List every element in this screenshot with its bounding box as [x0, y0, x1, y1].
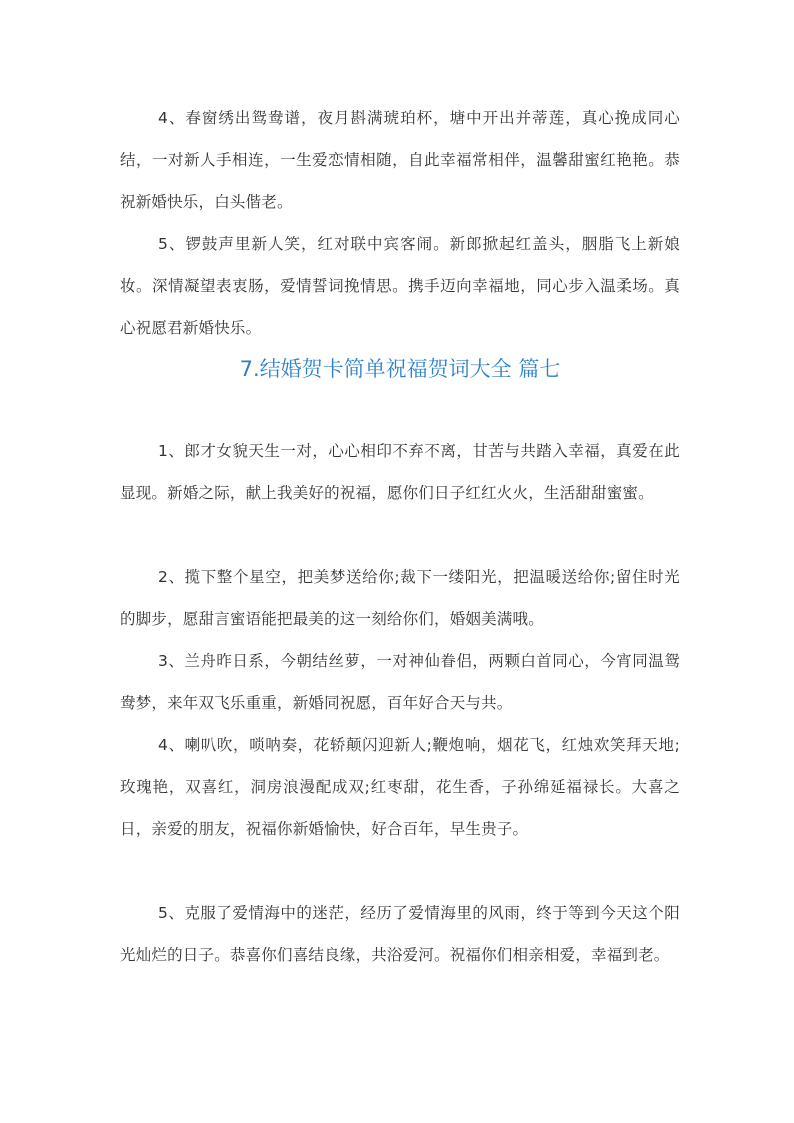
wish-paragraph-1: 1、郎才女貌天生一对，心心相印不弃不离，甘苦与共踏入幸福，真爱在此显现。新婚之际，献上我美好的祝福，愿你们日子红红火火，生活甜甜蜜蜜。 [120, 442, 680, 502]
wish-paragraph-5-prev: 5、锣鼓声里新人笑，红对联中宾客闹。新郎掀起红盖头，胭脂飞上新娘妆。深情凝望表衷肠，爱情誓词挽情思。携手迈向幸福地，同心步入温柔场。真心祝愿君新婚快乐。 [120, 235, 680, 337]
section-title: 7.结婚贺卡简单祝福贺词大全 篇七 [239, 357, 561, 381]
wish-paragraph-4: 4、喇叭吹，唢呐奏，花轿颠闪迎新人;鞭炮响，烟花飞，红烛欢笑拜天地;玫瑰艳，双喜红，洞房浪漫配成双;红枣甜，花生香，子孙绵延福禄长。大喜之日，亲爱的朋友，祝福你新婚愉快，好合百年，早生贵子。 [120, 736, 680, 838]
wish-paragraph-4-prev: 4、春窗绣出鸳鸯谱，夜月斟满琥珀杯，塘中开出并蒂莲，真心挽成同心结，一对新人手相连，一生爱恋情相随，自此幸福常相伴，温馨甜蜜红艳艳。恭祝新婚快乐，白头偕老。 [120, 109, 680, 211]
wish-paragraph-3: 3、兰舟昨日系，今朝结丝萝，一对神仙眷侣，两颗白首同心，今宵同温鸳鸯梦，来年双飞乐重重，新婚同祝愿，百年好合天与共。 [120, 652, 680, 712]
wish-paragraph-2: 2、揽下整个星空，把美梦送给你;裁下一缕阳光，把温暖送给你;留住时光的脚步，愿甜言蜜语能把最美的这一刻给你们，婚姻美满哦。 [120, 568, 680, 628]
wish-paragraph-5: 5、克服了爱情海中的迷茫，经历了爱情海里的风雨，终于等到今天这个阳光灿烂的日子。恭喜你们喜结良缘，共浴爱河。祝福你们相亲相爱，幸福到老。 [120, 904, 680, 964]
